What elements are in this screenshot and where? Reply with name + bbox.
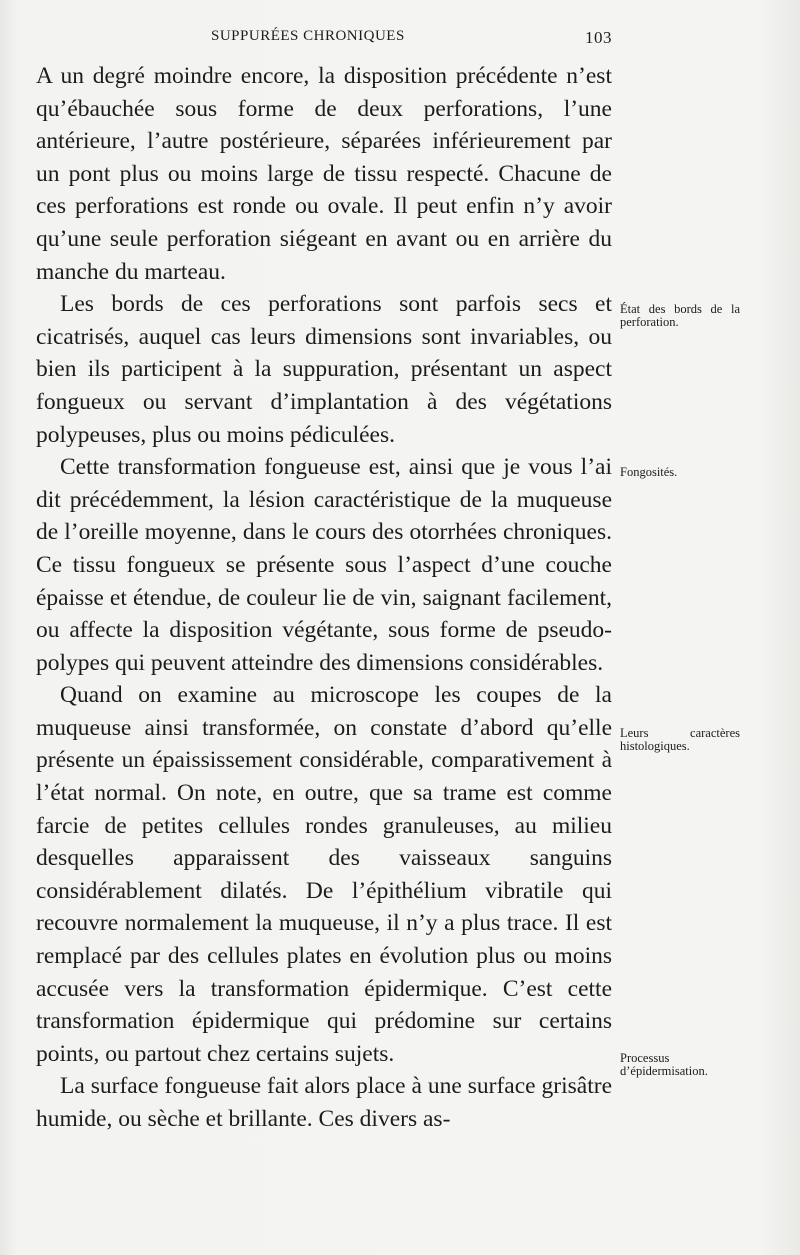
paragraph: Cette transformation fongueuse est, ainsi que je vous l’ai dit précédemment, la lésion caractéristique de la muqueuse de l’oreille moyenne, dans le cours des otorrhées chroniques. Ce tissu fongueux se présente sous l’aspect d’une couche épaisse et étendue, de couleur lie de vin, saignant facilement, ou affecte la disposition végétante, sous forme de pseudo-polypes qui peuvent atteindre des dimensions considérables. (36, 454, 612, 676)
margin-note: Fongosités. (620, 465, 678, 479)
paragraph: Quand on examine au microscope les coupes de la muqueuse ainsi transformée, on constate d’abord qu’elle présente un épaississement considérable, comparativement à l’état normal. On note, en outre, que sa trame est comme farcie de petites cellules rondes granuleuses, au milieu desquelles apparaissent des vaisseaux sanguins considérablement dilatés. De l’épithélium vibratile qui recouvre normalement la muqueuse, il n’y a plus trace. Il est remplacé par des cellules plates en évolution plus ou moins accusée vers la transformation épidermique. C’est cette transformation épidermique qui prédomine sur certains points, ou partout chez certains sujets. (36, 682, 612, 1067)
margin-note: Processus d’épidermisation. (620, 1051, 708, 1078)
margin-note: État des bords de la perforation. (620, 302, 740, 329)
paragraph: Les bords de ces perforations sont parfois secs et cicatrisés, auquel cas leurs dimensions sont invariables, ou bien ils participent à la suppuration, présentant un aspect fongueux ou servant d’implantation à des végétations polypeuses, plus ou moins pédiculées. (36, 291, 612, 448)
paragraph: A un degré moindre encore, la disposition précédente n’est qu’ébauchée sous forme de deux perforations, l’une antérieure, l’autre postérieure, séparées inférieurement par un pont plus ou moins large de tissu respecté. Chacune de ces perforations est ronde ou ovale. Il peut enfin n’y avoir qu’une seule perforation siégeant en avant ou en arrière du manche du marteau. (36, 63, 612, 285)
body-text (36, 60, 612, 1136)
running-head (36, 28, 612, 52)
margin-note: Leurs caractères histologiques. (620, 726, 740, 753)
running-title: SUPPURÉES CHRONIQUES (211, 28, 405, 44)
paragraph: La surface fongueuse fait alors place à une surface grisâtre humide, ou sèche et brillante. Ces divers as- (36, 1073, 612, 1132)
page-number: 103 (585, 28, 612, 47)
